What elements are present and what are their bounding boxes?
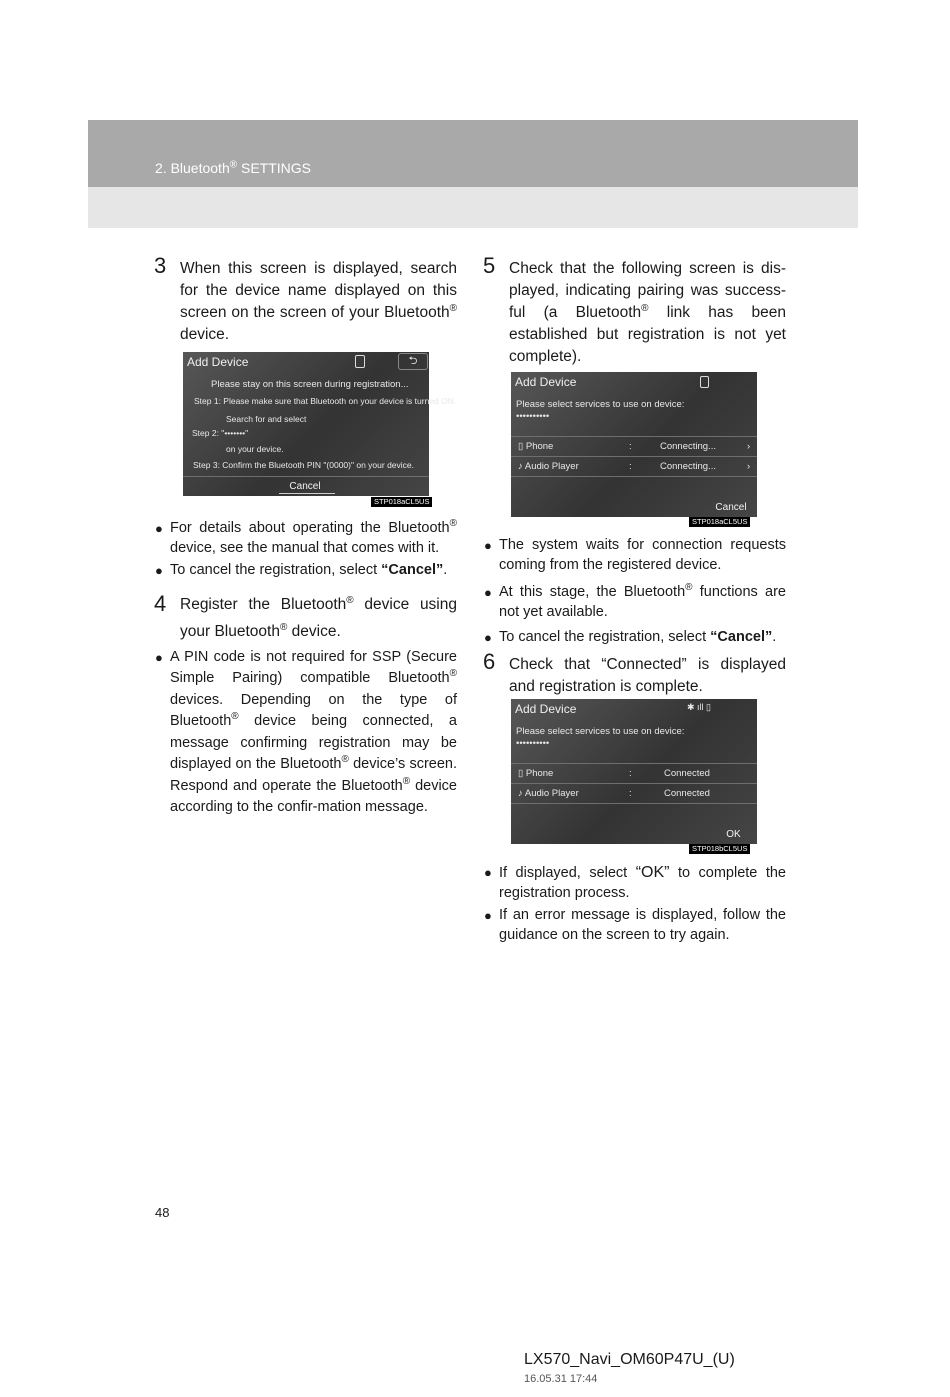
separator: :	[629, 788, 632, 799]
music-note-icon: ♪	[518, 461, 523, 472]
bullet-cancel: ● To cancel the registration, select “Cancel”.	[155, 562, 448, 578]
right-column	[483, 253, 787, 368]
audio-row[interactable]: ♪ Audio Player	[518, 461, 579, 472]
image-code: STP018aCL5US	[371, 497, 432, 507]
bullet-ok: ● If displayed, select “OK” to complete the registration process.	[484, 864, 786, 901]
header-band	[88, 120, 858, 187]
bullet-not-available: ● At this stage, the Bluetooth® functions are not yet available.	[484, 582, 786, 620]
phone-row[interactable]: ▯ Phone	[518, 768, 554, 779]
chevron-right-icon: ›	[747, 441, 751, 452]
chevron-right-icon: ›	[747, 461, 751, 472]
music-note-icon: ♪	[518, 788, 523, 799]
step-number: 3	[154, 253, 167, 278]
right-column-middle	[483, 533, 786, 698]
phone-status: Connecting...	[660, 441, 716, 452]
separator: :	[629, 768, 632, 779]
header-subband	[88, 187, 858, 228]
audio-row[interactable]: ♪ Audio Player	[518, 788, 579, 799]
device-name: ••••••••••	[516, 411, 550, 422]
divider	[511, 436, 757, 437]
divider	[183, 476, 429, 477]
screenshot-add-device-step1	[183, 352, 457, 496]
divider	[511, 783, 757, 784]
separator: :	[629, 441, 632, 452]
bullet-cancel-2: ● To cancel the registration, select “Cancel”.	[484, 629, 777, 645]
divider	[279, 493, 335, 494]
status-icons: ✱ ıll ▯	[687, 702, 711, 712]
screen-title: Add Device	[515, 702, 577, 716]
step-number: 6	[483, 648, 496, 674]
audio-status: Connecting...	[660, 461, 716, 472]
audio-status: Connected	[664, 788, 710, 799]
screenshot-add-device-connecting	[511, 372, 757, 517]
bullet-waits: ● The system waits for connection requests coming from the registered device.	[484, 537, 786, 573]
separator: :	[629, 461, 632, 472]
left-column-lower	[154, 516, 457, 819]
back-arrow-icon[interactable]: ⮌	[398, 353, 428, 370]
step-4: 4 Register the Bluetooth® device using your Bluetooth® device.	[154, 590, 457, 640]
screen-line: on your device.	[226, 444, 284, 454]
document-id: LX570_Navi_OM60P47U_(U)	[524, 1351, 735, 1368]
right-column-lower	[484, 860, 786, 945]
divider	[511, 456, 757, 457]
cancel-button[interactable]: Cancel	[289, 481, 321, 492]
bullet-error: ● If an error message is displayed, follow the guidance on the screen to try again.	[484, 907, 786, 943]
phone-icon	[355, 355, 365, 368]
divider	[511, 476, 757, 477]
left-column	[154, 253, 457, 346]
divider	[511, 763, 757, 764]
bullet-pin: ● A PIN code is not required for SSP (Secure Simple Pairing) compatible Bluetooth® devices. Depending on the type of Bluetooth® device being connected, a message confirming registration may be displayed on the Bluetooth® device’s screen. Respond and operate the Bluetooth® device according to the confir-mation message.	[155, 648, 457, 815]
print-timestamp: 16.05.31 17:44	[524, 1373, 598, 1385]
cancel-button[interactable]: Cancel	[715, 502, 747, 513]
image-code: STP018bCL5US	[689, 844, 750, 854]
section-title: 2. Bluetooth® SETTINGS	[155, 159, 312, 176]
phone-row[interactable]: ▯ Phone	[518, 441, 554, 452]
bullet-details: ● For details about operating the Bluetooth® device, see the manual that comes with it.	[155, 518, 457, 556]
divider	[511, 803, 757, 804]
ok-button[interactable]: OK	[726, 829, 741, 840]
screen-line: Step 1: Please make sure that Bluetooth on your device is turned ON.	[194, 396, 457, 406]
step-5: 5 Check that the following screen is dis-played, indicating pairing was success-ful (a Bluetooth® link has been established but registration is not yet complete).	[483, 253, 787, 365]
screenshot-add-device-connected	[511, 699, 757, 844]
phone-icon: ▯	[518, 441, 524, 452]
page-number: 48	[155, 1205, 170, 1220]
phone-status: Connected	[664, 768, 710, 779]
screen-prompt: Please select services to use on device:	[516, 399, 685, 410]
screen-prompt: Please select services to use on device:	[516, 726, 685, 737]
screen-line: Please stay on this screen during registration...	[211, 379, 409, 390]
image-code: STP018aCL5US	[689, 517, 750, 527]
step-6: 6 Check that “Connected” is displayed and registration is complete.	[483, 648, 786, 695]
screen-title: Add Device	[515, 375, 577, 389]
phone-icon: ▯	[518, 768, 524, 779]
step-number: 5	[483, 253, 496, 278]
screen-line: Step 2: "•••••••"	[192, 428, 249, 438]
screen-title: Add Device	[187, 355, 249, 369]
screen-line: Search for and select	[226, 414, 307, 424]
phone-icon	[700, 376, 709, 388]
step-3: 3 When this screen is displayed, search for the device name displayed on this screen on the screen of your Bluetooth® device.	[154, 253, 457, 343]
device-name: ••••••••••	[516, 738, 550, 749]
step-number: 4	[154, 590, 167, 616]
screen-line: Step 3: Confirm the Bluetooth PIN "(0000)" on your device.	[193, 460, 415, 470]
